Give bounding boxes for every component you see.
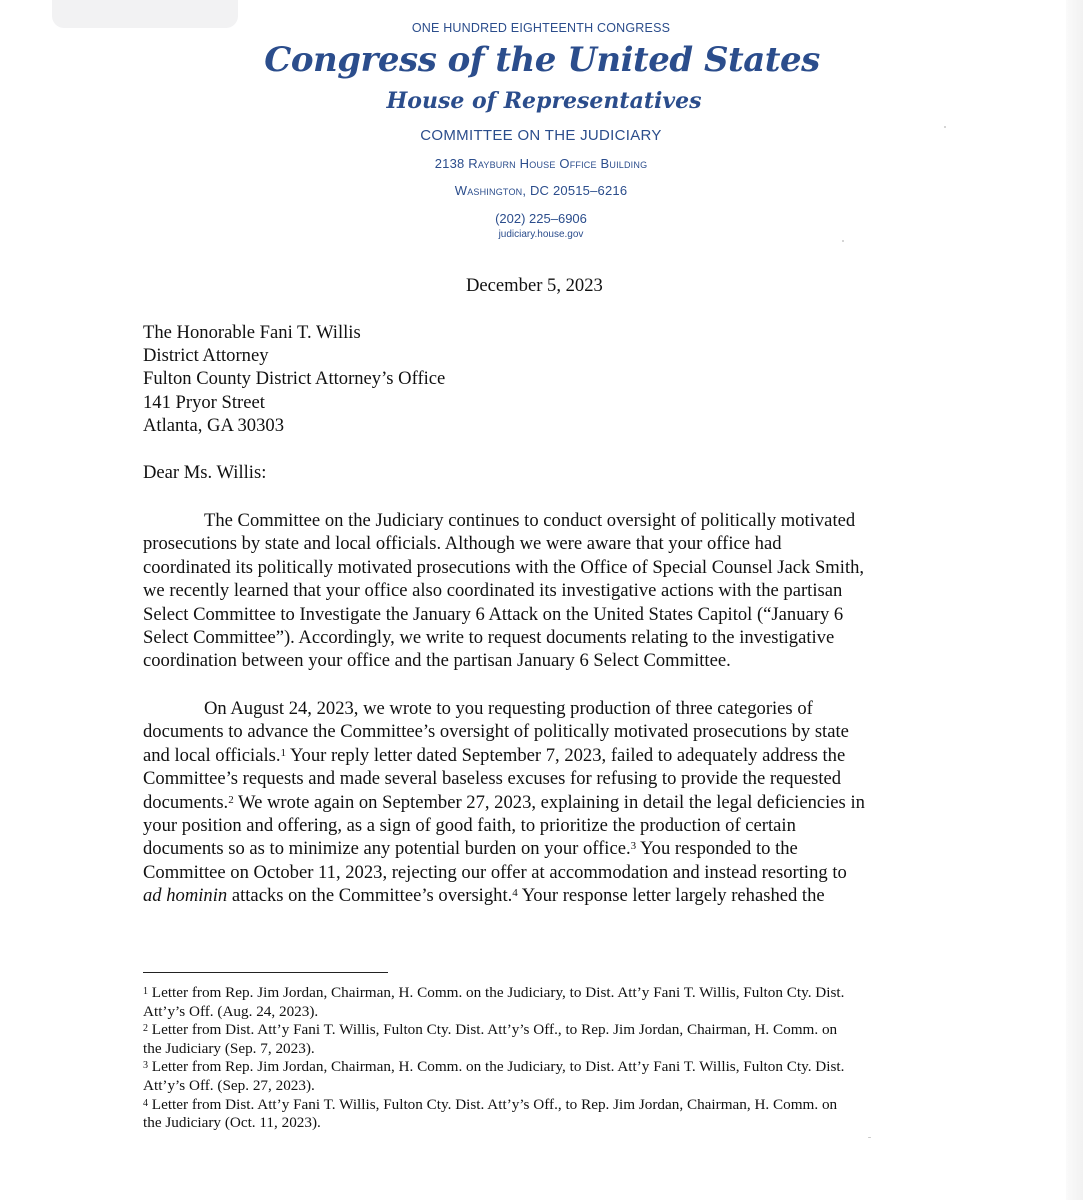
- text-run: We wrote again on September 27, 2023, explaining in detail the legal deficiencies in: [233, 791, 865, 813]
- scan-speck: [868, 1137, 871, 1138]
- paragraph-line: Committee on October 11, 2023, rejecting our offer at accommodation and instead resorting to: [143, 861, 847, 883]
- text-run: documents so as to minimize any potential burden on your office.: [143, 838, 631, 860]
- footnote-number: 4: [143, 1097, 148, 1109]
- italic-text-run: ad hominin: [143, 885, 228, 907]
- text-run: attacks on the Committee’s oversight.: [227, 885, 513, 907]
- office-building: 2138 Rayburn House Office Building: [434, 156, 648, 171]
- footnote-line: Att’y’s Off. (Aug. 24, 2023).: [143, 1002, 319, 1020]
- salutation: Dear Ms. Willis:: [143, 462, 267, 483]
- footnote-text: Letter from Dist. Att’y Fani T. Willis, Fulton Cty. Dist. Att’y’s Off., to Rep. Jim Jordan, Chairman, H. Comm. on: [148, 1021, 838, 1039]
- paragraph-line: Committee’s requests and made several baseless excuses for refusing to provide the requested: [143, 768, 842, 790]
- scan-speck: [944, 126, 946, 128]
- page-edge-shadow: [1066, 0, 1083, 1200]
- paragraph-line: [143, 884, 865, 907]
- committee-name: COMMITTEE ON THE JUDICIARY: [420, 127, 662, 144]
- office-city: Washington, DC 20515–6216: [454, 183, 628, 198]
- text-run: and local officials.: [143, 744, 281, 766]
- paragraph-line: On August 24, 2023, we wrote to you requesting production of three categories of: [204, 698, 813, 719]
- footnote-text: Letter from Dist. Att’y Fani T. Willis, Fulton Cty. Dist. Att’y’s Off., to Rep. Jim Jordan, Chairman, H. Comm. on: [148, 1095, 838, 1113]
- paragraph-line: coordinated its politically motivated prosecutions with the Office of Special Counsel Jack Smith,: [143, 556, 865, 578]
- address-line: Fulton County District Attorney’s Office: [143, 368, 446, 390]
- footnote-number: 3: [143, 1060, 148, 1072]
- footnote-line: the Judiciary (Oct. 11, 2023).: [143, 1114, 321, 1132]
- paragraph-line: coordination between your office and the partisan January 6 Select Committee.: [143, 650, 731, 672]
- footnote-ref: 2: [228, 793, 234, 806]
- body-paragraph-1: [143, 509, 864, 673]
- footnote-ref: 1: [280, 746, 287, 759]
- paragraph-line: prosecutions by state and local officials. Although we were aware that your office had: [143, 533, 782, 555]
- text-run: You responded to the: [636, 838, 798, 860]
- footnote-ref: 3: [630, 840, 637, 853]
- page-indicator-tab: [52, 0, 238, 28]
- footnote-line: [143, 1021, 844, 1040]
- footnote-line: Att’y’s Off. (Sep. 27, 2023).: [143, 1076, 315, 1094]
- letter-date: December 5, 2023: [466, 275, 603, 296]
- footnotes: [143, 984, 844, 1133]
- footnote-text: Letter from Rep. Jim Jordan, Chairman, H. Comm. on the Judiciary, to Dist. Att’y Fani T. Willis, Fulton Cty. Dist.: [148, 1058, 845, 1076]
- footnote-ref: 4: [512, 887, 518, 900]
- paragraph-line: your position and offering, as a sign of good faith, to prioritize the production of certain: [143, 815, 796, 837]
- footnote-number: 1: [143, 986, 148, 997]
- office-website: judiciary.house.gov: [498, 229, 584, 240]
- body-paragraph-2: [143, 697, 865, 908]
- paragraph-line: Select Committee to Investigate the January 6 Attack on the United States Capitol (“January 6: [143, 603, 844, 625]
- text-run: Your reply letter dated September 7, 2023, failed to adequately address the: [286, 744, 846, 766]
- congress-title: Congress of the United States: [264, 40, 820, 80]
- scan-speck: [842, 240, 844, 242]
- address-line: 141 Pryor Street: [143, 391, 265, 413]
- paragraph-line: documents to advance the Committee’s oversight of politically motivated prosecutions by state: [143, 721, 849, 743]
- text-run: documents.: [143, 791, 229, 813]
- footnote-text: Letter from Rep. Jim Jordan, Chairman, H. Comm. on the Judiciary, to Dist. Att’y Fani T. Willis, Fulton Cty. Dist.: [148, 984, 845, 1001]
- congress-number: ONE HUNDRED EIGHTEENTH CONGRESS: [411, 21, 671, 35]
- address-line: The Honorable Fani T. Willis: [143, 322, 361, 343]
- footnote-line: [143, 1058, 844, 1077]
- paragraph-line: The Committee on the Judiciary continues to conduct oversight of politically motivated: [204, 510, 856, 531]
- recipient-address: [143, 321, 445, 437]
- paragraph-line: Select Committee”). Accordingly, we write to request documents relating to the investigative: [143, 627, 835, 649]
- house-title: House of Representatives: [386, 88, 702, 114]
- paragraph-line: we recently learned that your office also coordinated its investigative actions with the partisan: [143, 580, 843, 602]
- footnote-line: [143, 1096, 844, 1115]
- address-line: Atlanta, GA 30303: [143, 414, 284, 436]
- footnote-line: [143, 984, 844, 1003]
- address-line: District Attorney: [143, 345, 269, 367]
- footnote-divider: [143, 972, 388, 973]
- footnote-line: the Judiciary (Sep. 7, 2023).: [143, 1039, 315, 1057]
- paragraph-line: [143, 791, 865, 814]
- office-phone: (202) 225–6906: [495, 211, 587, 226]
- text-run: Your response letter largely rehashed the: [517, 885, 825, 907]
- footnote-number: 2: [143, 1023, 148, 1035]
- paragraph-line: [143, 837, 865, 860]
- paragraph-line: [143, 744, 865, 767]
